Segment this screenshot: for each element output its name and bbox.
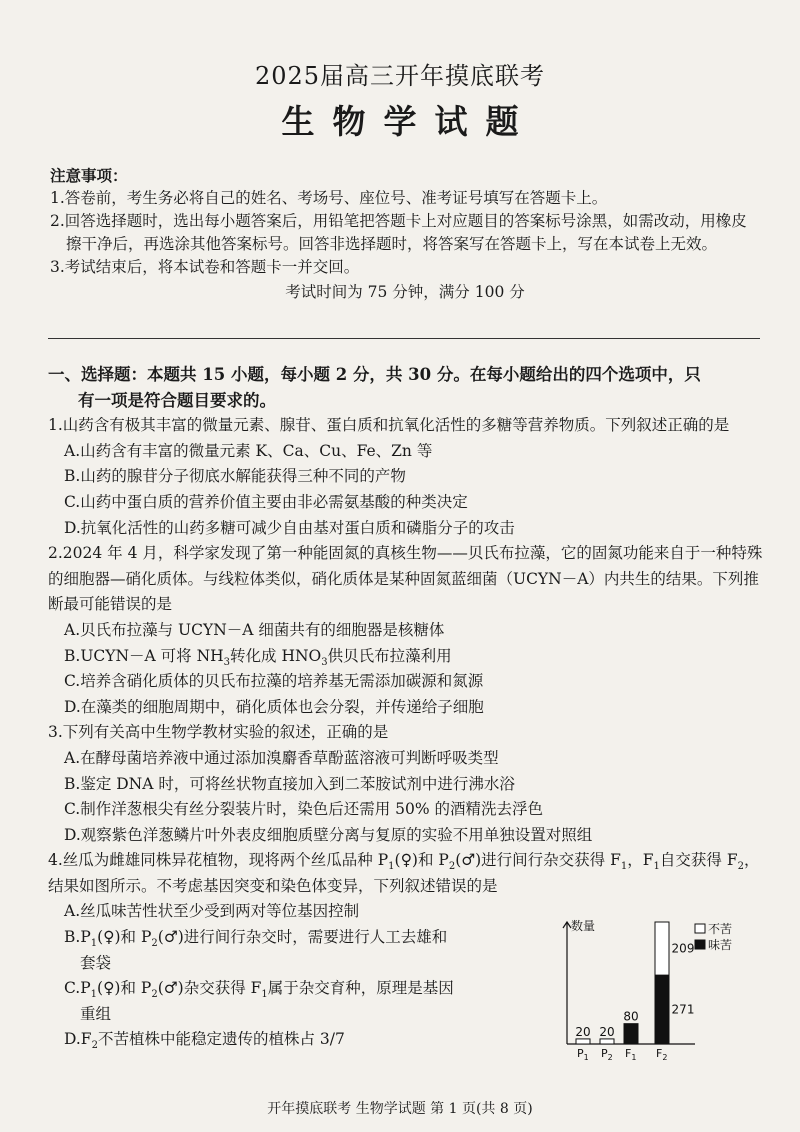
notice-heading: 注意事项：: [50, 166, 128, 185]
notice-item-2: 2.回答选择题时，选出每小题答案后，用铅笔把答题卡上对应题目的答案标号涂黑，如需改动，用橡皮擦干净后，再选涂其他答案标号。回答非选择题时，将答案写在答题卡上，写在本试卷上无效。: [50, 212, 747, 253]
q4-option-c: $C.P_1(♀)$和 $P_2(♂)$杂交获得 $F_1$属于杂交育种，原理是基因: [64, 979, 454, 1001]
time-score: 考试时间为 75 分钟，满分 100 分: [285, 283, 525, 301]
q4-stem: 4.丝瓜为雌雄同株异花植物，现将两个丝瓜品种 $P_1(♀)$和 $P_2(♂)$进行间行杂交获得 $F_1$，$F_1$自交获得 $F_2$，结果如图所示。不考虑基因突变和染色体变异，下列叙述错误的是: [48, 851, 760, 895]
q3-option-c: C.制作洋葱根尖有丝分裂装片时，染色后还需用 50% 的酒精洗去浮色: [64, 800, 544, 819]
q2-option-d: D.在藻类的细胞周期中，硝化质体也会分裂，并传递给子细胞: [64, 697, 484, 716]
q3-option-b: B.鉴定 DNA 时，可将丝状物直接加入到二苯胺试剂中进行沸水浴: [64, 774, 515, 793]
legend-label-not-bitter: 不苦: [708, 922, 733, 936]
bar-not-bitter-P2: [600, 1039, 614, 1044]
data-label-f2-bitter: 271: [671, 1002, 695, 1017]
q4-option-b-cont: 套袋: [80, 953, 112, 972]
data-label-f1: 80: [623, 1009, 639, 1024]
x-tick-label-P1: $P_1$: [577, 1047, 589, 1062]
q2-option-a: A.贝氏布拉藻与 UCYN－A 细菌共有的细胞器是核糖体: [64, 620, 445, 639]
legend-swatch-not-bitter: [695, 924, 705, 933]
section-line-2: 有一项是符合题目要求的。: [78, 390, 276, 410]
q3-option-a: A.在酵母菌培养液中通过添加溴麝香草酚蓝溶液可判断呼吸类型: [64, 748, 499, 767]
q4-option-c-cont: 重组: [80, 1004, 112, 1023]
question-3: [48, 720, 768, 848]
notice-item-3: 3.考试结束后，将本试卷和答题卡一并交回。: [50, 258, 360, 276]
legend-label-bitter: 味苦: [708, 938, 733, 952]
q1-stem: 1.山药含有极其丰富的微量元素、腺苷、蛋白质和抗氧化活性的多糖等营养物质。下列叙述正确的是: [48, 416, 730, 435]
q4-option-b: $B.P_1(♀)$和 $P_2(♂)$进行间行杂交时，需要进行人工去雄和: [64, 928, 448, 950]
x-tick-label-F2: $F_2$: [656, 1047, 668, 1062]
section-line-1: 一、选择题：本题共 15 小题，每小题 2 分，共 30 分。在每小题给出的四个选项中，只: [48, 365, 701, 384]
data-label-f2-not-bitter: 209: [671, 941, 695, 956]
notice-item-1: 1.答卷前，考生务必将自己的姓名、考场号、座位号、准考证号填写在答题卡上。: [50, 189, 608, 207]
page-footer: 开年摸底联考 生物学试题 第 1 页(共 8 页): [267, 1101, 533, 1117]
notice-block: [50, 164, 760, 304]
q1-option-c: C.山药中蛋白质的营养价值主要由非必需氨基酸的种类决定: [64, 492, 468, 511]
chart-svg: [545, 912, 755, 1072]
q4-option-d: $D.F_2$不苦植株中能稳定遗传的植株占 3/7: [64, 1030, 345, 1052]
q2-option-c: C.培养含硝化质体的贝氏布拉藻的培养基无需添加碳源和氮源: [64, 672, 484, 691]
exam-title: 2025届高三开年摸底联考: [254, 62, 546, 90]
x-tick-label-F1: $F_1$: [625, 1047, 637, 1062]
legend-swatch-bitter: [695, 940, 705, 949]
bar-not-bitter-F2: [655, 922, 669, 975]
q4-option-a: A.丝瓜味苦性状至少受到两对等位基因控制: [64, 902, 360, 921]
bar-bitter-F1: [624, 1024, 638, 1044]
question-2: [48, 541, 768, 720]
q3-stem: 3.下列有关高中生物学教材实验的叙述，正确的是: [48, 723, 389, 742]
question-1: [48, 413, 768, 541]
subject-title: 生物学试题: [281, 102, 537, 141]
data-label-p2: 20: [599, 1024, 615, 1039]
q1-option-d: D.抗氧化活性的山药多糖可减少自由基对蛋白质和磷脂分子的攻击: [64, 518, 515, 537]
x-tick-label-P2: $P_2$: [601, 1047, 613, 1062]
q1-option-b: B.山药的腺苷分子彻底水解能获得三种不同的产物: [64, 467, 406, 486]
y-axis-label: 数量: [571, 919, 596, 933]
q3-option-d: D.观察紫色洋葱鳞片叶外表皮细胞质壁分离与复原的实验不用单独设置对照组: [64, 825, 593, 844]
section-heading: [48, 362, 768, 413]
q4-bar-chart: [545, 912, 755, 1072]
bar-not-bitter-P1: [576, 1039, 590, 1044]
bar-bitter-F2: [655, 975, 669, 1044]
q2-option-b: B.UCYN－A 可将 $NH_3$转化成 $HNO_3$供贝氏布拉藻利用: [64, 646, 452, 668]
divider: [48, 338, 760, 339]
q2-stem: 2.2024 年 4 月，科学家发现了第一种能固氮的真核生物——贝氏布拉藻，它的固氮功能来自于一种特殊的细胞器—硝化质体。与线粒体类似，硝化质体是某种固氮蓝细菌（UCYN－A）内共生的结果。下列推断最可能错误的是: [48, 544, 763, 614]
data-label-p1: 20: [575, 1024, 591, 1039]
q1-option-a: A.山药含有丰富的微量元素 K、Ca、Cu、Fe、Zn 等: [64, 441, 433, 460]
